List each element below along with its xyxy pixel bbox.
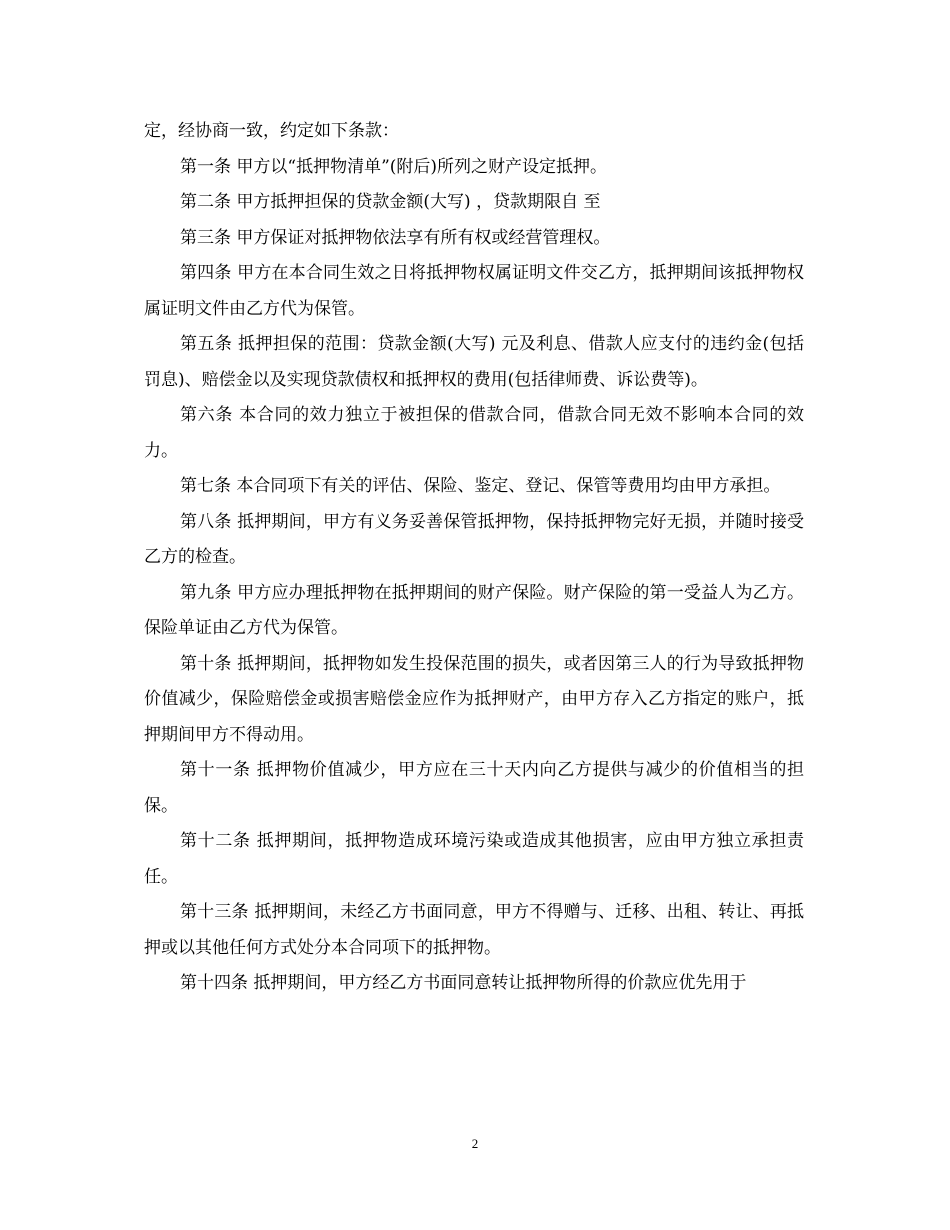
article-10: 第十条 抵押期间，抵押物如发生投保范围的损失，或者因第三人的行为导致抵押物价值减少，保险赔偿金或损害赔偿金应作为抵押财产，由甲方存入乙方指定的账户，抵押期间甲方不得动用。 bbox=[144, 653, 804, 745]
article-4: 第四条 甲方在本合同生效之日将抵押物权属证明文件交乙方，抵押期间该抵押物权属证明文件由乙方代为保管。 bbox=[144, 263, 804, 319]
article-7: 第七条 本合同项下有关的评估、保险、鉴定、登记、保管等费用均由甲方承担。 bbox=[180, 476, 781, 496]
article-13: 第十三条 抵押期间，未经乙方书面同意，甲方不得赠与、迁移、出租、转让、再抵押或以其他任何方式处分本合同项下的抵押物。 bbox=[144, 902, 804, 958]
article-8: 第八条 抵押期间，甲方有义务妥善保管抵押物，保持抵押物完好无损，并随时接受乙方的检查。 bbox=[144, 511, 804, 567]
article-1: 第一条 甲方以“抵押物清单”(附后)所列之财产设定抵押。 bbox=[180, 156, 608, 177]
article-5: 第五条 抵押担保的范围：贷款金额(大写) 元及利息、借款人应支付的违约金(包括罚息)、赔偿金以及实现贷款债权和抵押权的费用(包括律师费、诉讼费等)。 bbox=[144, 334, 804, 390]
article-6: 第六条 本合同的效力独立于被担保的借款合同，借款合同无效不影响本合同的效力。 bbox=[144, 405, 804, 461]
page-number: 2 bbox=[471, 1136, 479, 1151]
article-11: 第十一条 抵押物价值减少，甲方应在三十天内向乙方提供与减少的价值相当的担保。 bbox=[144, 760, 804, 816]
article-2: 第二条 甲方抵押担保的贷款金额(大写) ，贷款期限自 至 bbox=[180, 192, 601, 212]
article-9: 第九条 甲方应办理抵押物在抵押期间的财产保险。财产保险的第一受益人为乙方。保险单证由乙方代为保管。 bbox=[144, 582, 804, 638]
article-3: 第三条 甲方保证对抵押物依法享有所有权或经营管理权。 bbox=[180, 227, 611, 248]
paragraph-continuation: 定，经协商一致，约定如下条款： bbox=[144, 121, 399, 141]
contract-body bbox=[144, 114, 804, 1002]
article-14: 第十四条 抵押期间，甲方经乙方书面同意转让抵押物所得的价款应优先用于 bbox=[180, 973, 747, 993]
article-12: 第十二条 抵押期间，抵押物造成环境污染或造成其他损害，应由甲方独立承担责任。 bbox=[144, 831, 804, 887]
